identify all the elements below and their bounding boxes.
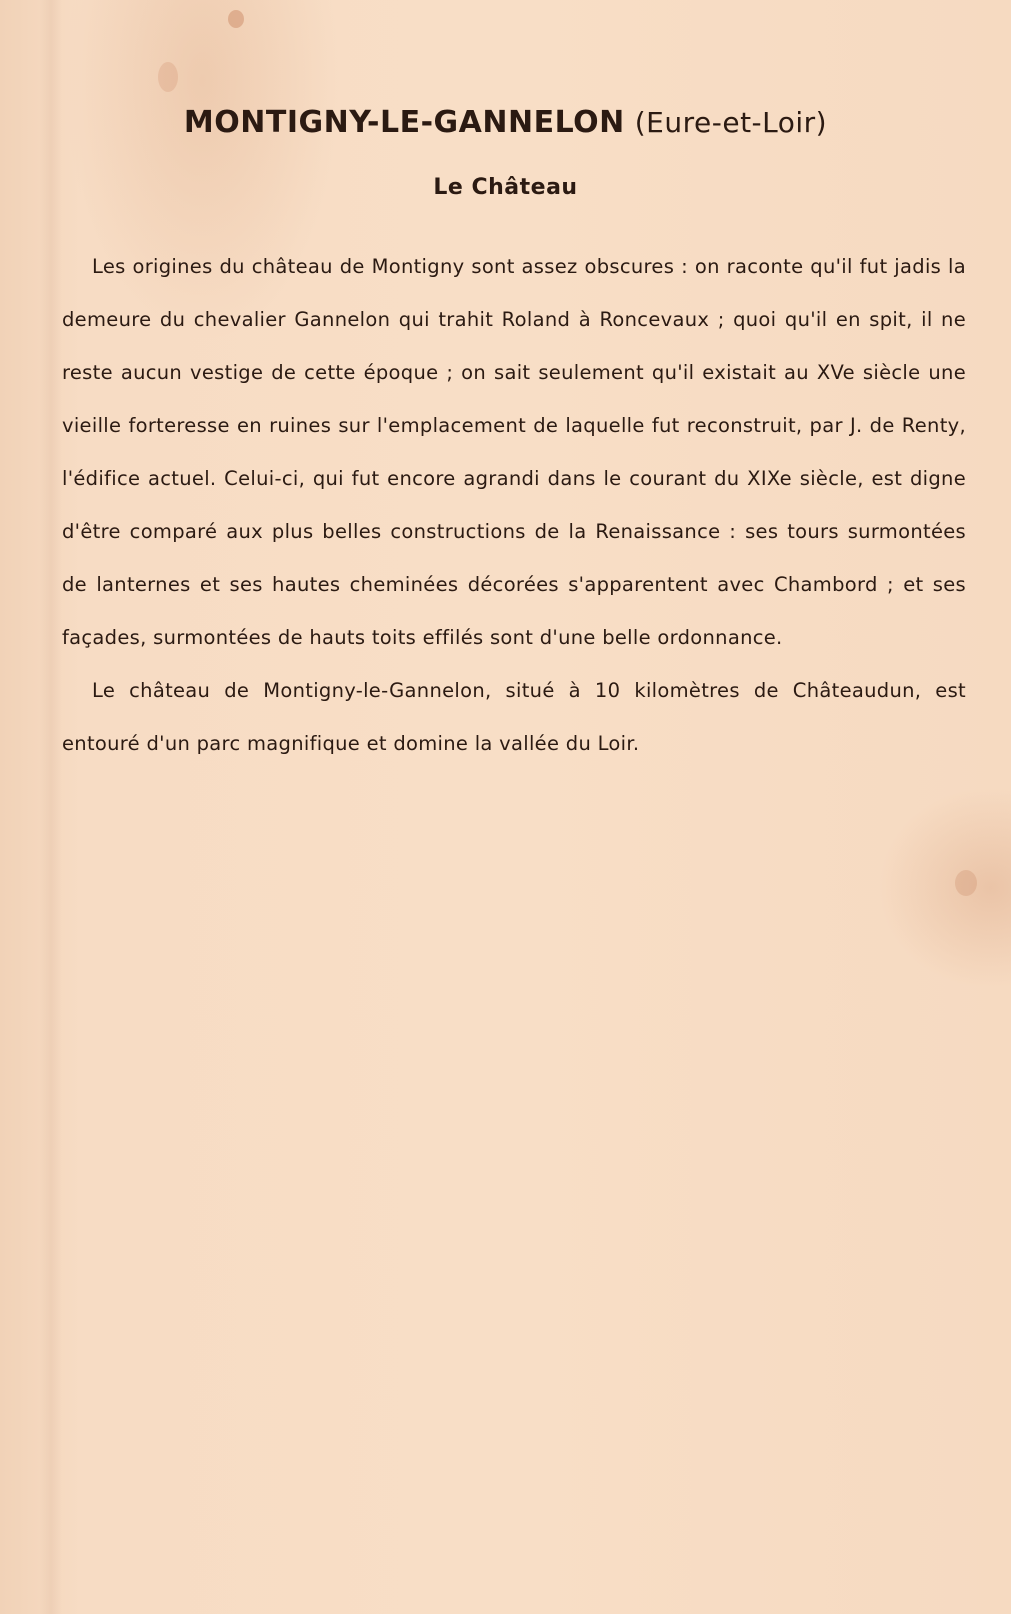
- description-text: [62, 240, 966, 770]
- paragraph-history: Les origines du château de Montigny sont assez obscures : on raconte qu'il fut jadis la demeure du chevalier Gannelon qui trahit Roland à Roncevaux ; quoi qu'il en spit, il ne reste aucun vestige de cette époque ; on sait seulement qu'il existait au XVe siècle une vieille forteresse en ruines sur l'emplacement de laquelle fut reconstruit, par J. de Renty, l'édifice actuel. Celui-ci, qui fut encore agrandi dans le courant du XIXe siècle, est digne d'être comparé aux plus belles constructions de la Renaissance : ses tours surmontées de lanternes et ses hautes cheminées décorées s'apparentent avec Chambord ; et ses façades, surmontées de hauts toits effilés sont d'une belle ordonnance.: [62, 255, 966, 649]
- paper-edge-shading: [40, 0, 62, 1614]
- title-place-name: MONTIGNY-LE-GANNELON: [183, 105, 625, 140]
- paper-stain: [158, 62, 178, 92]
- page-title: [0, 105, 1011, 140]
- paragraph-location: Le château de Montigny-le-Gannelon, situé à 10 kilomètres de Châteaudun, est entouré d'un parc magnifique et domine la vallée du Loir.: [62, 679, 966, 755]
- paper-stain: [228, 10, 244, 28]
- page-subtitle: Le Château: [433, 175, 578, 200]
- title-region: (Eure-et-Loir): [634, 106, 828, 139]
- paper-stain: [955, 870, 977, 896]
